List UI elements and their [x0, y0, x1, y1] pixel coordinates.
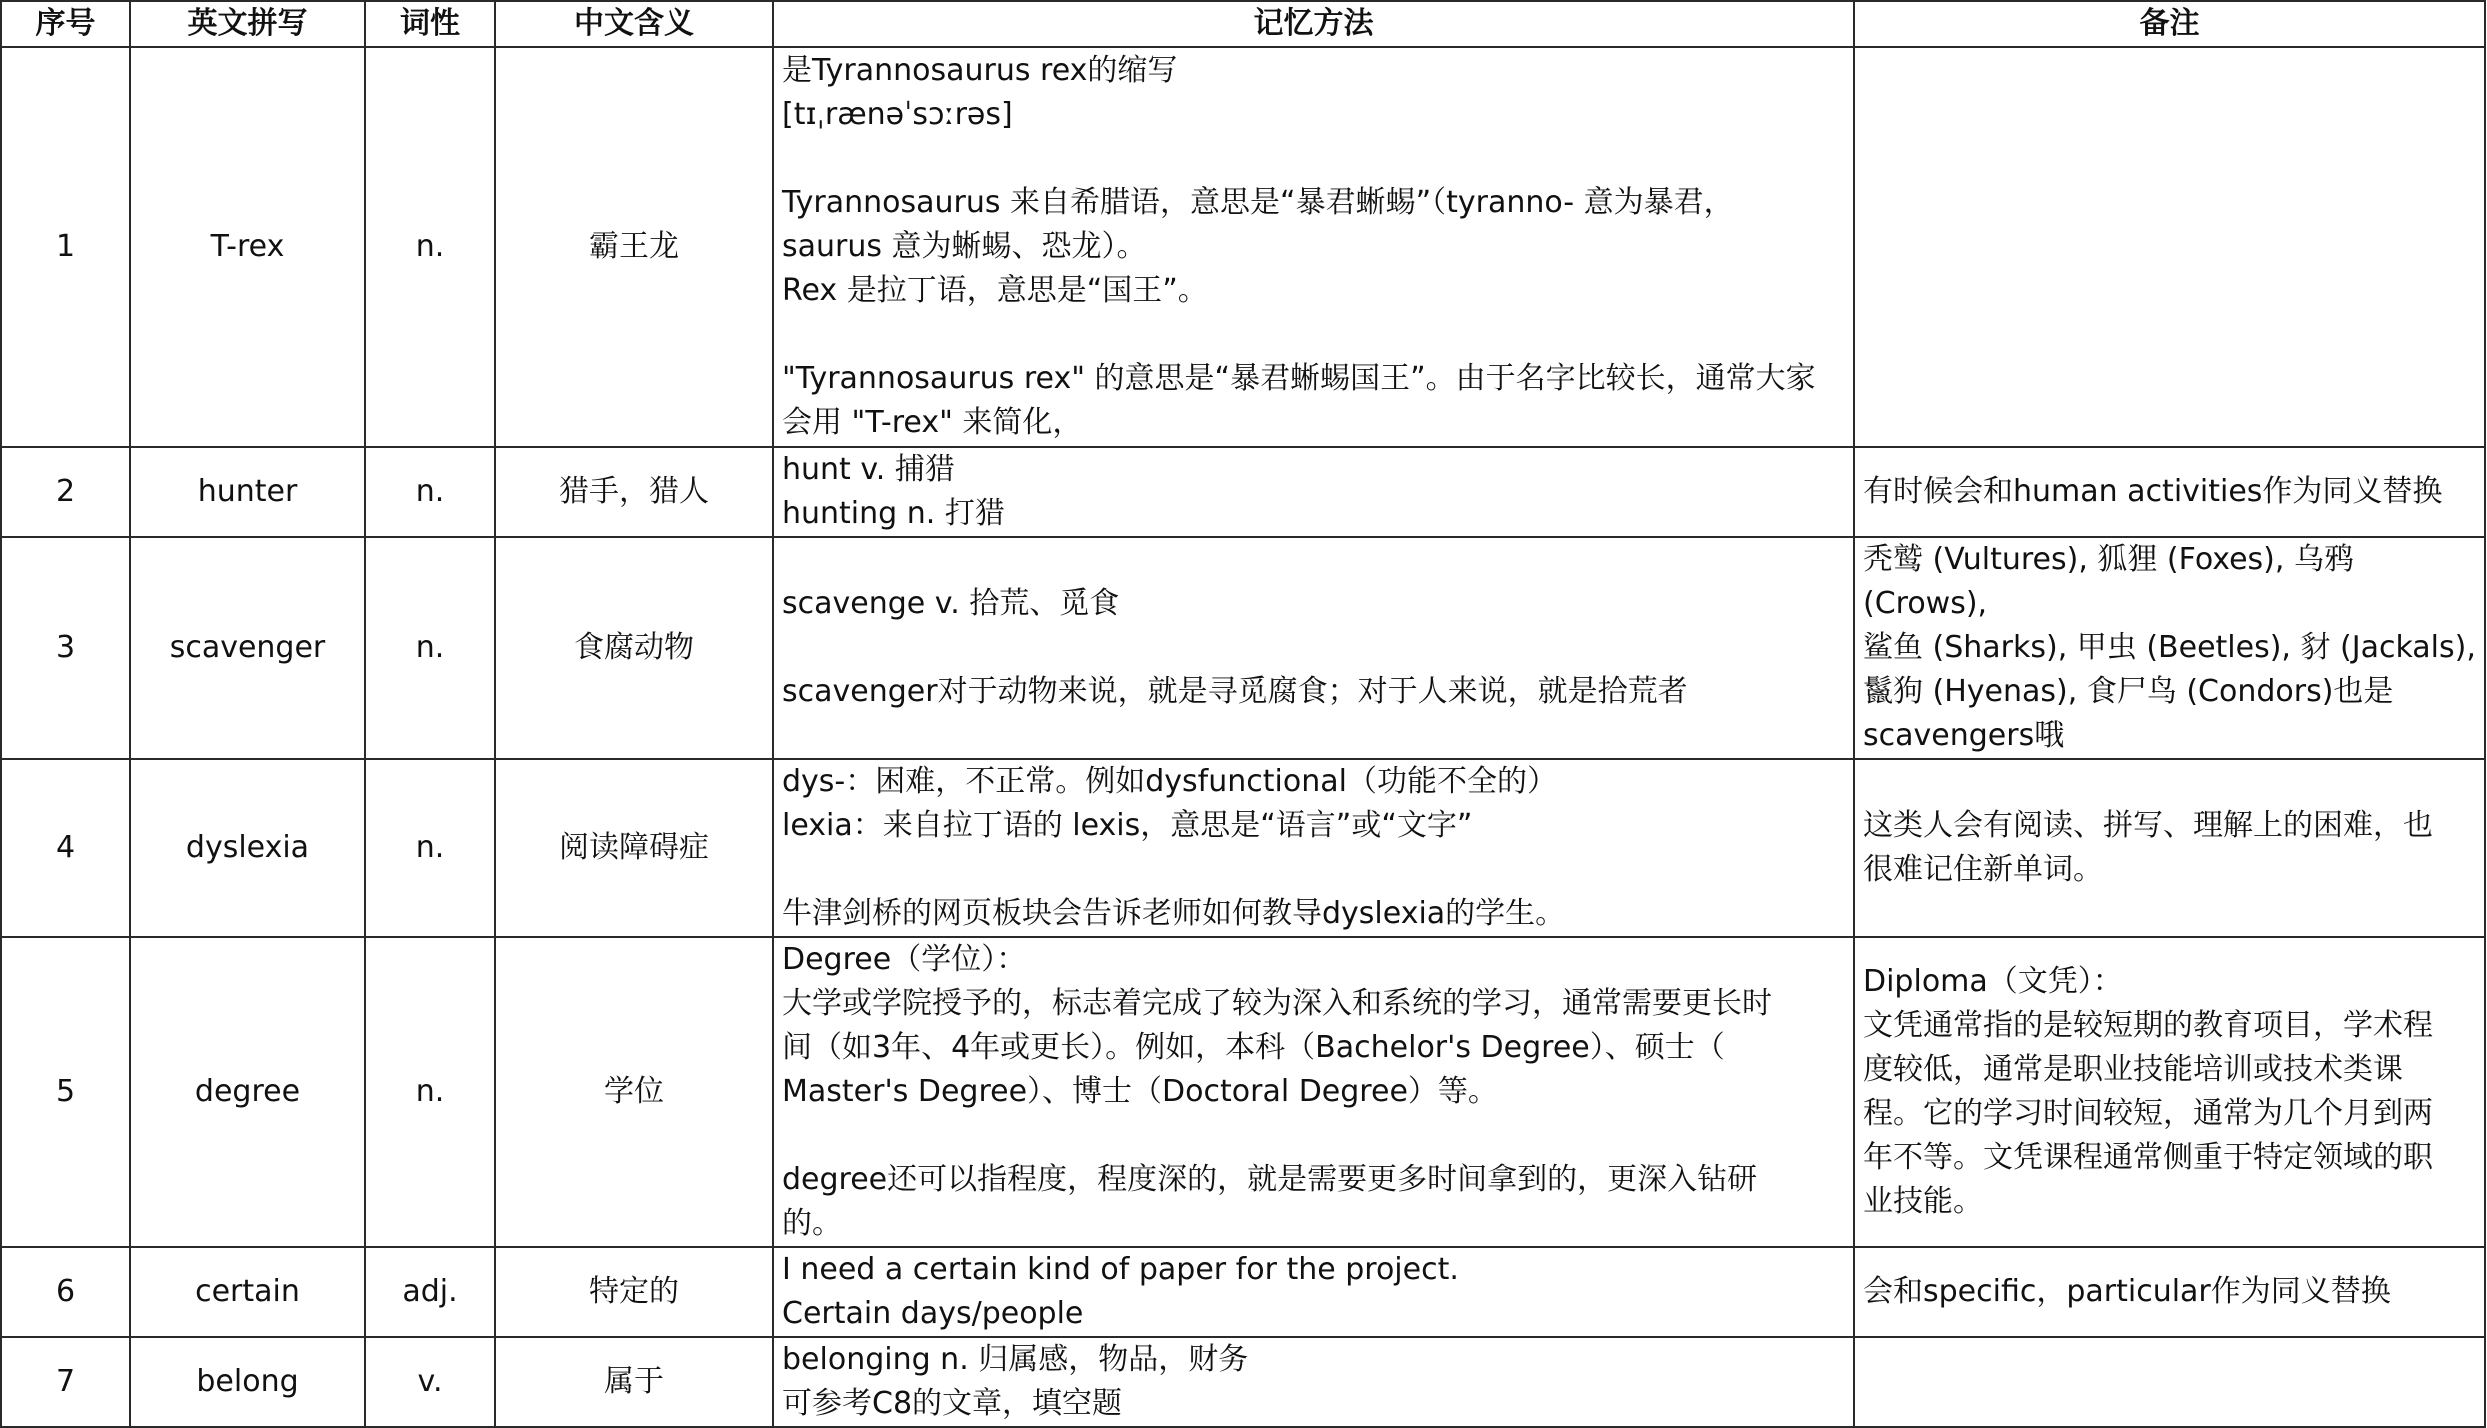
cell-chinese: 属于: [495, 1337, 773, 1427]
cell-note-line: 文凭通常指的是较短期的教育项目，学术程: [1863, 1008, 2433, 1043]
cell-note-line: scavengers哦: [1863, 718, 2065, 753]
header-chinese: 中文含义: [495, 1, 773, 47]
cell-memory: [773, 47, 1854, 447]
cell-note-line: 秃鹫 (Vultures), 狐狸 (Foxes), 乌鸦 (Crows),: [1863, 542, 2354, 621]
table-row: [1, 1337, 2485, 1427]
cell-memory: [773, 759, 1854, 937]
cell-memory-line: [782, 137, 1845, 181]
cell-memory-line: Degree（学位）：: [782, 942, 1027, 977]
cell-pos: n.: [365, 447, 495, 537]
cell-index: 3: [1, 537, 130, 759]
cell-pos: n.: [365, 937, 495, 1247]
cell-memory-line: scavenger对于动物来说，就是寻觅腐食；对于人来说，就是拾荒者: [782, 674, 1688, 709]
cell-note-line: 鲨鱼 (Sharks), 甲虫 (Beetles), 豺 (Jackals),: [1863, 630, 2476, 665]
cell-note: [1854, 537, 2485, 759]
cell-memory: [773, 1247, 1854, 1337]
cell-note: [1854, 1247, 2485, 1337]
cell-note-line: 程。它的学习时间较短，通常为几个月到两: [1863, 1096, 2433, 1131]
header-pos: 词性: [365, 1, 495, 47]
table-row: [1, 1247, 2485, 1337]
cell-pos: n.: [365, 537, 495, 759]
cell-memory-line: 会用 "T-rex" 来简化，: [782, 405, 1083, 440]
cell-memory-line: dys-：困难，不正常。例如dysfunctional（功能不全的）: [782, 764, 1557, 799]
cell-chinese: 霸王龙: [495, 47, 773, 447]
cell-memory-line: [782, 626, 1845, 670]
cell-memory-line: 牛津剑桥的网页板块会告诉老师如何教导dyslexia的学生。: [782, 896, 1566, 931]
cell-note-line: 业技能。: [1863, 1184, 1983, 1219]
cell-index: 5: [1, 937, 130, 1247]
cell-english: certain: [130, 1247, 365, 1337]
cell-index: 2: [1, 447, 130, 537]
cell-index: 7: [1, 1337, 130, 1427]
cell-english: hunter: [130, 447, 365, 537]
cell-note-line: 有时候会和human activities作为同义替换: [1863, 474, 2443, 509]
cell-memory: [773, 537, 1854, 759]
cell-memory-line: [782, 848, 1845, 892]
cell-memory-line: Rex 是拉丁语，意思是“国王”。: [782, 273, 1208, 308]
cell-memory-line: "Tyrannosaurus rex" 的意思是“暴君蜥蜴国王”。由于名字比较长，通常大家: [782, 361, 1816, 396]
cell-chinese: 特定的: [495, 1247, 773, 1337]
cell-english: belong: [130, 1337, 365, 1427]
header-english: 英文拼写: [130, 1, 365, 47]
cell-english: degree: [130, 937, 365, 1247]
cell-note-line: 度较低，通常是职业技能培训或技术类课: [1863, 1052, 2403, 1087]
cell-index: 6: [1, 1247, 130, 1337]
header-row: [1, 1, 2485, 47]
cell-note-line: Diploma（文凭）：: [1863, 964, 2123, 999]
cell-english: scavenger: [130, 537, 365, 759]
cell-memory-line: [tɪˌrænəˈsɔːrəs]: [782, 97, 1013, 132]
table-row: [1, 537, 2485, 759]
table-row: [1, 759, 2485, 937]
cell-memory-line: 间（如3年、4年或更长）。例如，本科（Bachelor's Degree）、硕士（: [782, 1030, 1725, 1065]
cell-note-line: 鬣狗 (Hyenas), 食尸鸟 (Condors)也是: [1863, 674, 2394, 709]
cell-index: 4: [1, 759, 130, 937]
table-body: [1, 47, 2485, 1427]
cell-pos: n.: [365, 47, 495, 447]
table-row: [1, 447, 2485, 537]
cell-note-line: 很难记住新单词。: [1863, 852, 2103, 887]
header-note: 备注: [1854, 1, 2485, 47]
cell-memory-line: belonging n. 归属感，物品，财务: [782, 1342, 1249, 1377]
table-row: [1, 937, 2485, 1247]
cell-note: [1854, 937, 2485, 1247]
cell-memory-line: 的。: [782, 1206, 842, 1241]
cell-pos: n.: [365, 759, 495, 937]
cell-note: [1854, 447, 2485, 537]
cell-memory-line: 大学或学院授予的，标志着完成了较为深入和系统的学习，通常需要更长时: [782, 986, 1772, 1021]
cell-memory-line: [782, 313, 1845, 357]
cell-pos: v.: [365, 1337, 495, 1427]
cell-memory-line: [782, 1114, 1845, 1158]
cell-chinese: 学位: [495, 937, 773, 1247]
cell-memory-line: I need a certain kind of paper for the project.: [782, 1252, 1459, 1287]
cell-memory-line: saurus 意为蜥蜴、恐龙）。: [782, 229, 1147, 264]
cell-chinese: 食腐动物: [495, 537, 773, 759]
cell-note-line: 会和specific，particular作为同义替换: [1863, 1274, 2391, 1309]
cell-memory-line: Certain days/people: [782, 1296, 1084, 1331]
cell-pos: adj.: [365, 1247, 495, 1337]
cell-chinese: 猎手，猎人: [495, 447, 773, 537]
cell-memory-line: degree还可以指程度，程度深的，就是需要更多时间拿到的，更深入钻研: [782, 1162, 1758, 1197]
header-index: 序号: [1, 1, 130, 47]
cell-memory-line: scavenge v. 拾荒、觅食: [782, 586, 1120, 621]
cell-memory: [773, 937, 1854, 1247]
cell-english: T-rex: [130, 47, 365, 447]
cell-note: [1854, 47, 2485, 447]
cell-memory-line: 可参考C8的文章，填空题: [782, 1386, 1123, 1421]
cell-memory-line: Tyrannosaurus 来自希腊语，意思是“暴君蜥蜴”（tyranno- 意为暴君，: [782, 185, 1734, 220]
cell-memory: [773, 447, 1854, 537]
cell-note-line: 这类人会有阅读、拼写、理解上的困难，也: [1863, 808, 2433, 843]
cell-memory-line: lexia：来自拉丁语的 lexis，意思是“语言”或“文字”: [782, 808, 1473, 843]
cell-index: 1: [1, 47, 130, 447]
header-memory: 记忆方法: [773, 1, 1854, 47]
cell-memory: [773, 1337, 1854, 1427]
cell-memory-line: hunting n. 打猎: [782, 496, 1005, 531]
cell-memory-line: 是Tyrannosaurus rex的缩写: [782, 53, 1178, 88]
cell-memory-line: hunt v. 捕猎: [782, 452, 955, 487]
cell-english: dyslexia: [130, 759, 365, 937]
cell-note-line: 年不等。文凭课程通常侧重于特定领域的职: [1863, 1140, 2433, 1175]
cell-chinese: 阅读障碍症: [495, 759, 773, 937]
table-row: [1, 47, 2485, 447]
cell-note: [1854, 1337, 2485, 1427]
cell-note: [1854, 759, 2485, 937]
cell-memory-line: Master's Degree）、博士（Doctoral Degree）等。: [782, 1074, 1498, 1109]
